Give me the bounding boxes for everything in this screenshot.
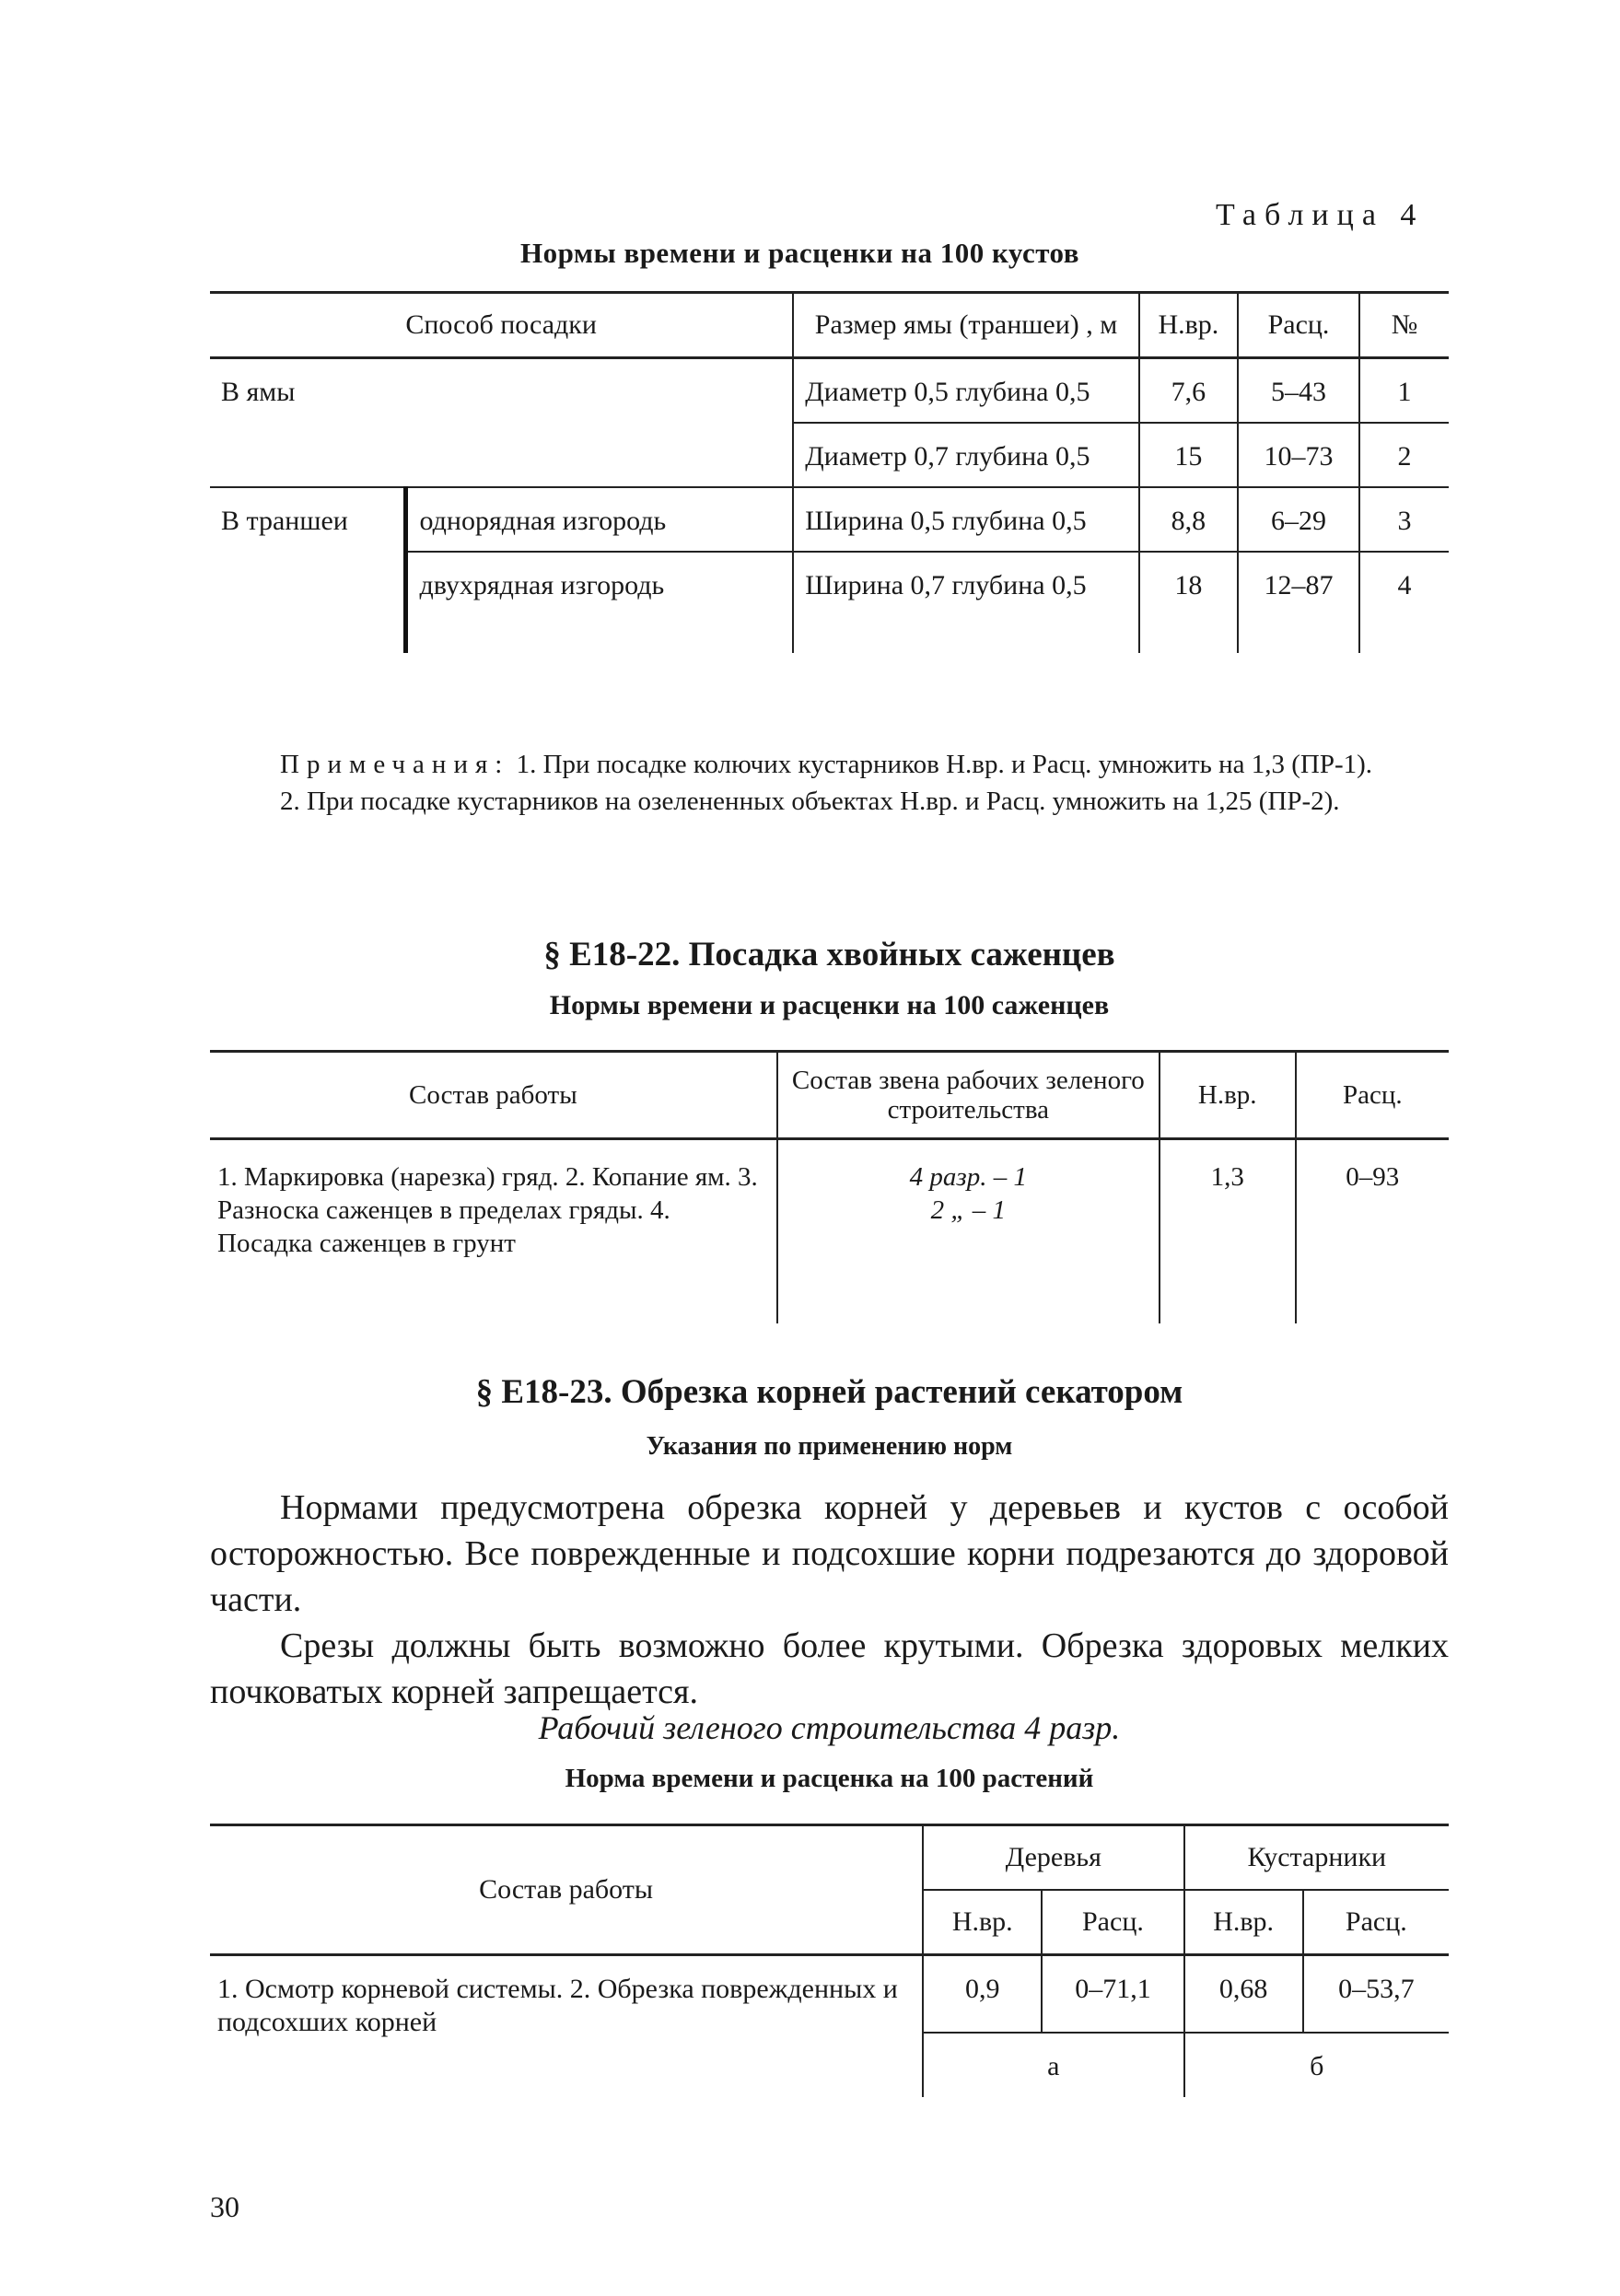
header-norm: Н.вр.: [1160, 1052, 1296, 1139]
page-number: 30: [210, 2190, 239, 2223]
cell-size: Диаметр 0,5 глубина 0,5: [793, 358, 1138, 424]
cell-size: Ширина 0,5 глубина 0,5: [793, 487, 1138, 552]
cell-rate: 10–73: [1238, 423, 1359, 487]
section-22-caption: Нормы времени и расценки на 100 саженцев: [549, 990, 1110, 1020]
cell-group: В траншеи: [210, 487, 406, 653]
section-23-title: § Е18-23. Обрезка корней растений секатором: [475, 1373, 1183, 1411]
section-23-caption: Норма времени и расценка на 100 растений: [565, 1764, 1094, 1793]
header-rate: Расц.: [1238, 293, 1359, 358]
header-size: Размер ямы (траншеи) , м: [793, 293, 1138, 358]
cell-subgroup: однорядная изгородь: [406, 487, 793, 552]
section-22-title: § Е18-22. Посадка хвойных саженцев: [543, 936, 1115, 973]
note-2: 2. При посадке кустарников на озелененных объектах Н.вр. и Расц. умножить на 1,25 (ПР-2).: [280, 787, 1340, 816]
header-shrubs-rate: Расц.: [1303, 1890, 1449, 1955]
header-norm: Н.вр.: [1139, 293, 1238, 358]
header-crew: Состав звена рабочих зеленого строительства: [777, 1052, 1160, 1139]
notes-label: Примечания:: [280, 750, 510, 779]
note-1-text: 1. При посадке колючих кустарников Н.вр. и Расц. умножить на 1,3 (ПР-1).: [516, 750, 1373, 779]
cell-num: 1: [1359, 358, 1449, 424]
header-num: №: [1359, 293, 1449, 358]
cell-norm: 7,6: [1139, 358, 1238, 424]
cell-crew: [777, 1139, 1160, 1323]
header-trees: Деревья: [923, 1825, 1183, 1891]
paragraph-2: Срезы должны быть возможно более крутыми. Обрезка здоровых мелких почковатых корней запрещается.: [210, 1626, 1449, 1711]
cell-trees-norm: 0,9: [923, 1955, 1042, 2033]
cell-group: В ямы: [221, 377, 296, 407]
cell-size: Ширина 0,7 глубина 0,5: [793, 552, 1138, 653]
header-trees-norm: Н.вр.: [923, 1890, 1042, 1955]
cell-num: 2: [1359, 423, 1449, 487]
cell-num: 3: [1359, 487, 1449, 552]
cell-rate: 0–93: [1296, 1139, 1449, 1323]
cell-norm: 1,3: [1160, 1139, 1296, 1323]
table-e18-22: [210, 1050, 1449, 1323]
table-e18-23: [210, 1824, 1449, 2097]
header-work: Состав работы: [210, 1825, 923, 1955]
note-1: [210, 746, 1449, 783]
cell-shrubs-norm: 0,68: [1184, 1955, 1303, 2033]
cell-norm: 15: [1139, 423, 1238, 487]
cell-num: 4: [1359, 552, 1449, 653]
paragraph-1: Нормами предусмотрена обрезка корней у деревьев и кустов с особой осторожностью. Все поврежденные и подсохшие корни подрезаются до здоровой части.: [210, 1488, 1449, 1619]
cell-subgroup: двухрядная изгородь: [406, 552, 793, 653]
cell-work: 1. Осмотр корневой системы. 2. Обрезка поврежденных и подсохших корней: [217, 1974, 898, 2037]
section-23-subtitle: Указания по применению норм: [646, 1432, 1013, 1461]
cell-work: 1. Маркировка (нарезка) гряд. 2. Копание ям. 3. Разноска саженцев в пределах гряды. 4. Посадка саженцев в грунт: [217, 1162, 758, 1258]
notes: [210, 746, 1449, 820]
crew-line-2: 2 „ – 1: [930, 1195, 1006, 1225]
table-row: [210, 487, 1449, 552]
cell-rate: 6–29: [1238, 487, 1359, 552]
table-4: [210, 291, 1449, 653]
cell-col-b: б: [1184, 2033, 1449, 2097]
header-shrubs-norm: Н.вр.: [1184, 1890, 1303, 1955]
table-row: [210, 1139, 1449, 1323]
cell-trees-rate: 0–71,1: [1042, 1955, 1183, 2033]
header-work: Состав работы: [210, 1052, 777, 1139]
cell-rate: 12–87: [1238, 552, 1359, 653]
table-row: [210, 1955, 1449, 2033]
cell-shrubs-rate: 0–53,7: [1303, 1955, 1449, 2033]
table-label: Таблица 4: [1216, 198, 1425, 232]
crew-line-1: 4 разр. – 1: [909, 1162, 1027, 1192]
table4-caption: Нормы времени и расценки на 100 кустов: [520, 237, 1079, 269]
header-shrubs: Кустарники: [1184, 1825, 1449, 1891]
section-23-body: [210, 1485, 1449, 1715]
header-method: Способ посадки: [210, 293, 793, 358]
header-rate: Расц.: [1296, 1052, 1449, 1139]
cell-norm: 8,8: [1139, 487, 1238, 552]
cell-col-a: а: [923, 2033, 1183, 2097]
worker-line: Рабочий зеленого строительства 4 разр.: [538, 1709, 1121, 1746]
cell-rate: 5–43: [1238, 358, 1359, 424]
cell-norm: 18: [1139, 552, 1238, 653]
table-row: [210, 358, 1449, 424]
header-trees-rate: Расц.: [1042, 1890, 1183, 1955]
cell-size: Диаметр 0,7 глубина 0,5: [793, 423, 1138, 487]
